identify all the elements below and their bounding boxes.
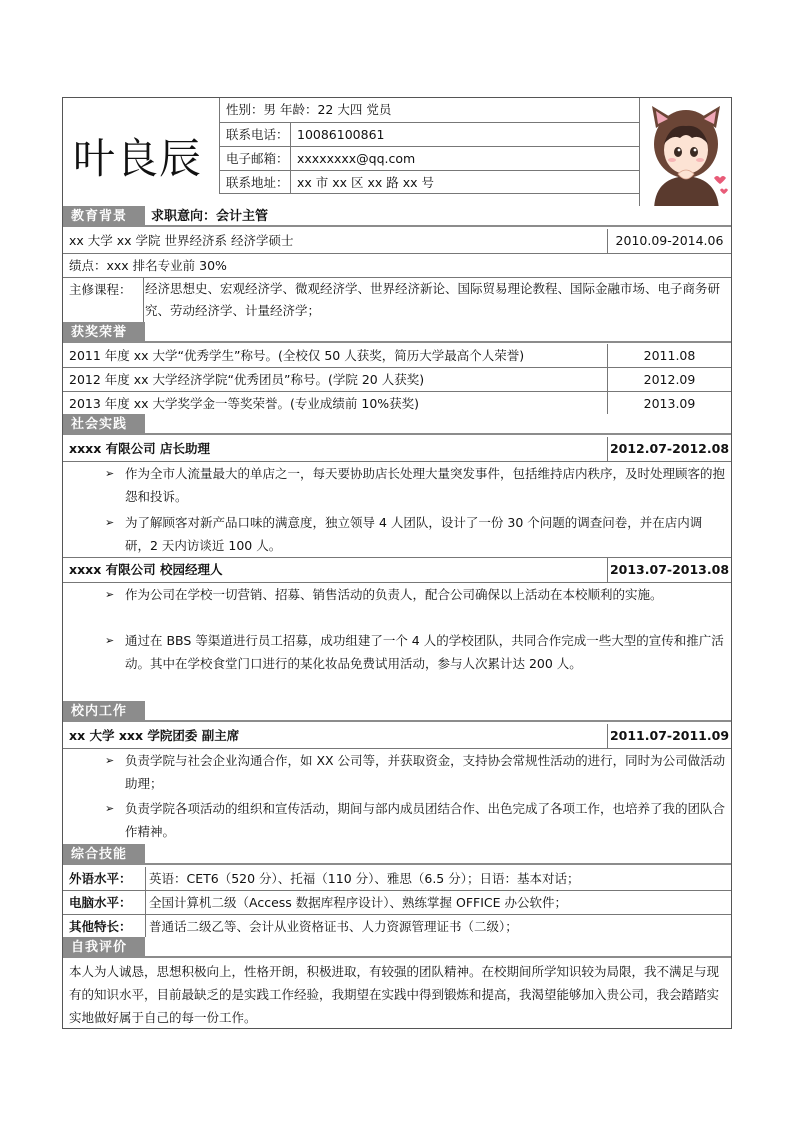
- arrow-bullet-icon: ➢: [105, 467, 115, 480]
- award-text: 2013 年度 xx 大学奖学金一等奖荣誉。(专业成绩前 10%获奖): [69, 396, 420, 411]
- skill-row: [63, 891, 731, 914]
- job-title-row: [63, 558, 731, 582]
- education-school-row: [63, 229, 731, 253]
- campus-date: 2011.07-2011.09: [607, 724, 731, 748]
- email-label: 电子邮箱：: [226, 147, 291, 170]
- education-title: 教育背景: [63, 206, 145, 227]
- skill-text: 英语：CET6（520 分）、托福（110 分）、雅思（6.5 分）；日语：基本对话；: [149, 871, 580, 886]
- award-row: [63, 392, 731, 414]
- education-school: xx 大学 xx 学院 世界经济系 经济学硕士: [69, 233, 294, 248]
- job-title-row: [63, 437, 731, 461]
- award-row: [63, 344, 731, 367]
- avatar: [639, 98, 733, 211]
- arrow-bullet-icon: ➢: [105, 516, 115, 529]
- education-header: [63, 206, 731, 227]
- resume-sheet: [62, 97, 732, 1029]
- award-text: 2012 年度 xx 大学经济学院“优秀团员”称号。(学院 20 人获奖): [69, 372, 425, 387]
- candidate-name: 叶良辰: [73, 134, 203, 183]
- gpa-text: 绩点：xxx 排名专业前 30%: [69, 258, 227, 273]
- self-title: 自我评价: [63, 937, 145, 958]
- arrow-bullet-icon: ➢: [105, 634, 115, 647]
- job-bullet: [105, 629, 727, 675]
- practice-title: 社会实践: [63, 414, 145, 435]
- courses-label: 主修课程：: [69, 282, 132, 297]
- arrow-bullet-icon: ➢: [105, 588, 115, 601]
- basic-info-text: 性别：男 年龄：22 大四 党员: [226, 102, 392, 117]
- campus-bullet: [105, 749, 727, 795]
- award-row: [63, 368, 731, 391]
- job-date: 2012.07-2012.08: [607, 437, 731, 461]
- phone-value[interactable]: 10086100861: [297, 127, 385, 142]
- education-dates: 2010.09-2014.06: [607, 229, 731, 253]
- campus-bullet: [105, 797, 727, 843]
- phone-label: 联系电话：: [226, 123, 291, 146]
- courses-text: 经济思想史、宏观经济学、微观经济学、世界经济新论、国际贸易理论教程、国际金融市场、电子商务研究、劳动经济学、计量经济学；: [145, 281, 721, 318]
- job-bullet-text: 为了解顾客对新产品口味的满意度，独立领导 4 人团队，设计了一份 30 个问题的调查问卷，并在店内调研，2 天内访谈近 100 人。: [125, 515, 703, 553]
- award-date: 2012.09: [607, 368, 731, 391]
- email-value[interactable]: xxxxxxxx@qq.com: [297, 151, 416, 166]
- skill-row: [63, 867, 731, 890]
- skill-label: 电脑水平：: [69, 895, 132, 910]
- job-date: 2013.07-2013.08: [607, 558, 731, 582]
- job-bullet-text: 通过在 BBS 等渠道进行员工招募，成功组建了一个 4 人的学校团队，共同合作完成一些大型的宣传和推广活动。其中在学校食堂门口进行的某化妆品免费试用活动，参与人次累计达 200 人。: [125, 633, 724, 671]
- address-row: [219, 170, 639, 194]
- job-bullet: [105, 583, 727, 606]
- skill-text: 全国计算机二级（Access 数据库程序设计）、熟练掌握 OFFICE 办公软件；: [149, 895, 567, 910]
- courses-row: [63, 278, 731, 323]
- campus-title-row: [63, 724, 731, 748]
- awards-title: 获奖荣誉: [63, 322, 145, 343]
- arrow-bullet-icon: ➢: [105, 802, 115, 815]
- skill-row: [63, 915, 731, 937]
- self-evaluation-text: 本人为人诚恳，思想积极向上，性格开朗，积极进取，有较强的团队精神。在校期间所学知识较为局限，我不满足与现有的知识水平，目前最缺乏的是实践工作经验，我期望在实践中得到锻炼和提高，我渴望能够加入贵公司，我会踏踏实实地做好属于自己的每一份工作。: [69, 964, 720, 1025]
- job-bullet-text: 作为全市人流量最大的单店之一，每天要协助店长处理大量突发事件，包括维持店内秩序，及时处理顾客的抱怨和投诉。: [125, 466, 726, 504]
- address-value: xx 市 xx 区 xx 路 xx 号: [297, 175, 434, 190]
- job-objective: 求职意向：会计主管: [151, 209, 269, 224]
- award-date: 2013.09: [607, 392, 731, 414]
- skills-header: [63, 844, 731, 865]
- skills-title: 综合技能: [63, 844, 145, 865]
- skill-label: 其他特长：: [69, 919, 132, 934]
- avatar-illustration-icon: [640, 98, 733, 211]
- email-row: [219, 146, 639, 170]
- job-bullet: [105, 462, 727, 508]
- campus-role: xx 大学 xxx 学院团委 副主席: [69, 728, 240, 743]
- campus-header: [63, 701, 731, 722]
- awards-header: [63, 322, 731, 343]
- gpa-row: [63, 254, 731, 277]
- arrow-bullet-icon: ➢: [105, 754, 115, 767]
- practice-header: [63, 414, 731, 435]
- campus-title: 校内工作: [63, 701, 145, 722]
- job-bullet-text: 作为公司在学校一切营销、招募、销售活动的负责人，配合公司确保以上活动在本校顺利的实施。: [125, 587, 663, 602]
- phone-row: [219, 122, 639, 146]
- job-title: xxxx 有限公司 校园经理人: [69, 562, 223, 577]
- award-text: 2011 年度 xx 大学“优秀学生”称号。(全校仅 50 人获奖，简历大学最高个人荣誉): [69, 348, 525, 363]
- job-title: xxxx 有限公司 店长助理: [69, 441, 210, 456]
- basic-info: [219, 98, 639, 122]
- campus-bullet-text: 负责学院与社会企业沟通合作，如 XX 公司等，并获取资金，支持协会常规性活动的进行，同时为公司做活动助理；: [125, 753, 726, 791]
- self-header: [63, 937, 731, 958]
- award-date: 2011.08: [607, 344, 731, 367]
- campus-bullet-text: 负责学院各项活动的组织和宣传活动，期间与部内成员团结合作、出色完成了各项工作，也培养了我的团队合作精神。: [125, 801, 726, 839]
- skill-label: 外语水平：: [69, 871, 132, 886]
- job-bullet: [105, 511, 727, 557]
- address-label: 联系地址：: [226, 171, 291, 194]
- skill-text: 普通话二级乙等、会计从业资格证书、人力资源管理证书（二级）；: [149, 919, 518, 934]
